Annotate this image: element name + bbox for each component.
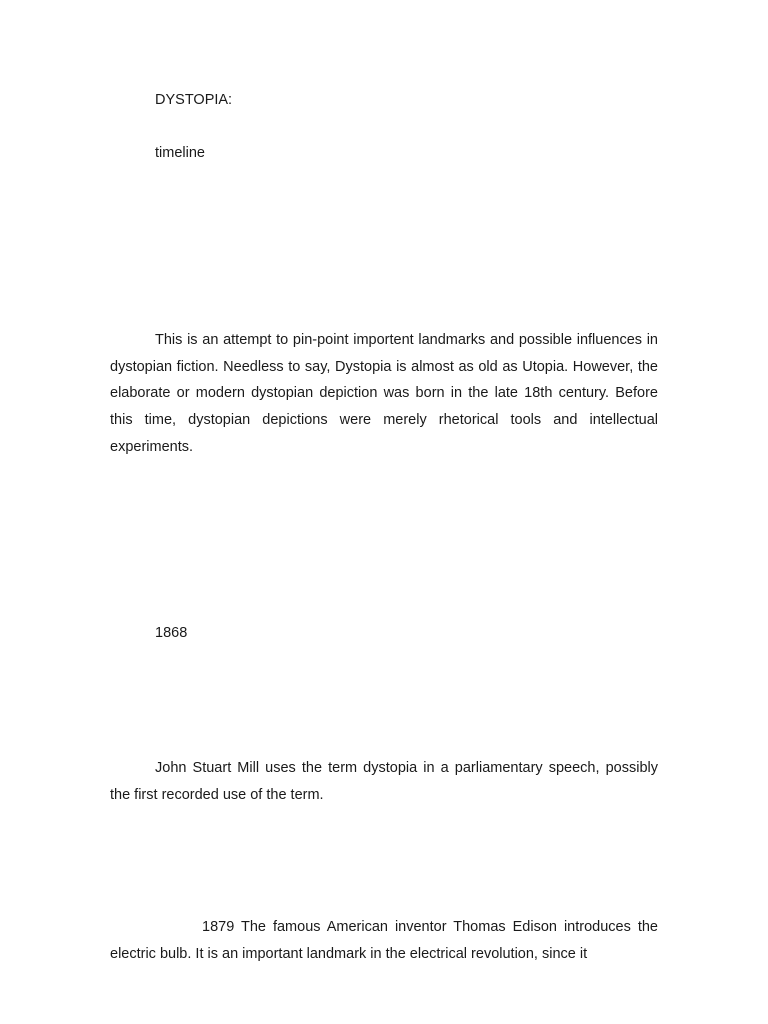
timeline-entry-text xyxy=(110,755,658,808)
document-subtitle: timeline xyxy=(155,145,205,161)
timeline-entry-paragraph: John Stuart Mill uses the term dystopia in a parliamentary speech, possibly the first recorded use of the term. xyxy=(110,760,658,803)
intro-paragraph-text: This is an attempt to pin-point importent landmarks and possible influences in dystopian fiction. Needless to say, Dystopia is almost as old as Utopia. However, the elaborate or modern dystopian depiction was born in the late 18th century. Before this time, dystopian depictions were merely rhetorical tools and intellectual experiments. xyxy=(110,332,658,455)
timeline-year: 1868 xyxy=(155,625,188,641)
timeline-entry-text xyxy=(110,914,658,967)
timeline-entry-paragraph: 1879 The famous American inventor Thomas Edison introduces the electric bulb. It is an important landmark in the electrical revolution, since it xyxy=(110,919,658,962)
document-title: DYSTOPIA: xyxy=(155,92,233,108)
intro-paragraph xyxy=(110,327,658,461)
